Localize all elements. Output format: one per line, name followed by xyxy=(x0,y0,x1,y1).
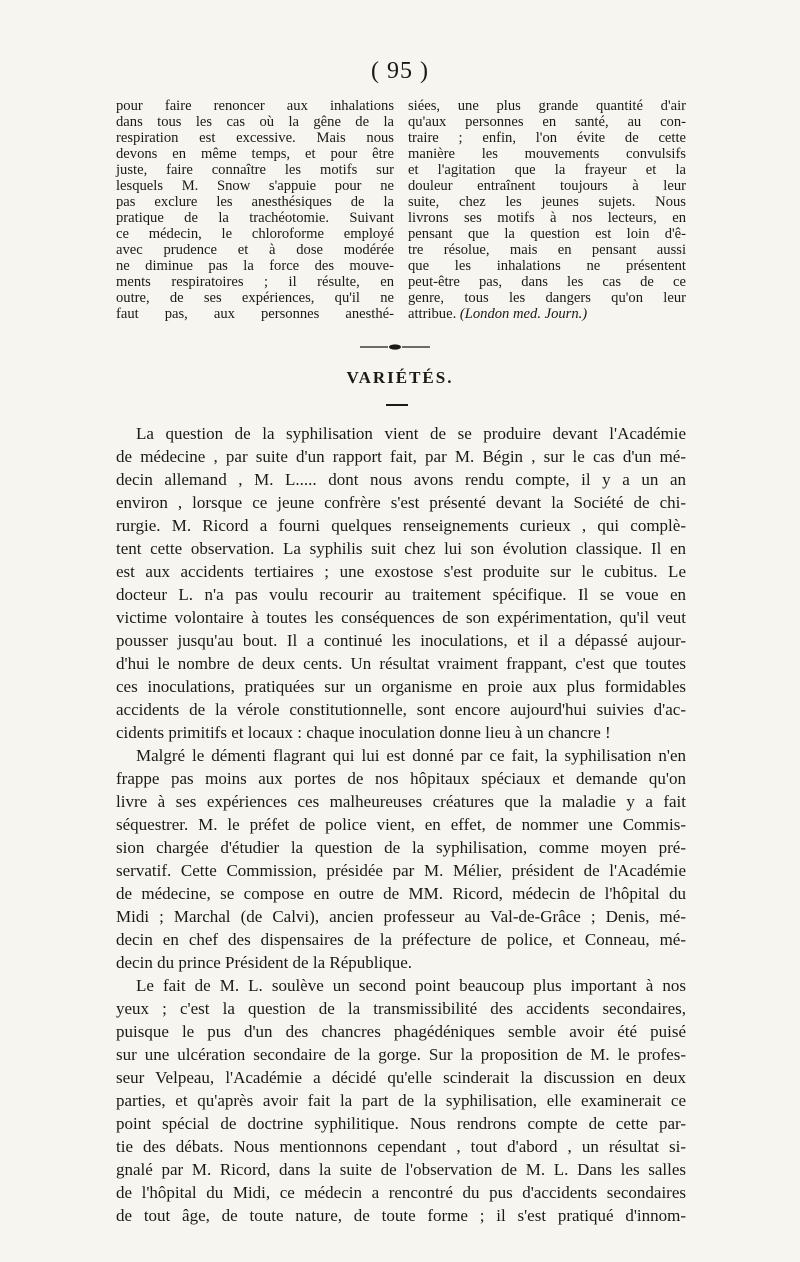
text-line: accidents de la vérole constitutionnelle, sont encore aujourd'hui suivies d'ac- xyxy=(116,700,686,719)
text-line: decin en chef des dispensaires de la préfecture de police, et Conneau, mé- xyxy=(116,930,686,949)
text-line: yeux ; c'est la question de la transmissibilité des accidents secondaires, xyxy=(116,999,686,1018)
text-line: ne diminue pas la force des mouve- xyxy=(116,258,394,274)
paragraph xyxy=(116,422,686,744)
text-line: rurgie. M. Ricord a fourni quelques renseignements curieux , qui complè- xyxy=(116,516,686,535)
text-line: de médecine, se compose en outre de MM. Ricord, médecin de l'hôpital du xyxy=(116,884,686,903)
page-number: ( 95 ) xyxy=(371,58,429,84)
text-line: Midi ; Marchal (de Calvi), ancien professeur au Val-de-Grâce ; Denis, mé- xyxy=(116,907,686,926)
text-line: parties, et qu'après avoir fait la part de la syphilisation, elle examinerait ce xyxy=(116,1091,686,1110)
text-line: cidents primitifs et locaux : chaque inoculation donne lieu à un chancre ! xyxy=(116,723,611,742)
text-line: tre résolue, mais en pensant aussi xyxy=(408,242,686,258)
text-line: servatif. Cette Commission, présidée par M. Mélier, président de l'Académie xyxy=(116,861,686,880)
text-line: avec prudence et à dose modérée xyxy=(116,242,394,258)
text-line: ce médecin, le chloroforme employé xyxy=(116,226,394,242)
text-line: point spécial de doctrine syphilitique. Nous rendrons compte de cette par- xyxy=(116,1114,686,1133)
text-line: decin du prince Président de la République. xyxy=(116,953,412,972)
text-line: sion chargée d'étudier la question de la syphilisation, comme moyen pré- xyxy=(116,838,686,857)
text-line: et l'agitation que la frayeur et la xyxy=(408,162,686,178)
text-line: pensant que la question est loin d'ê- xyxy=(408,226,686,242)
ornament-divider xyxy=(360,344,430,350)
text-line: decin allemand , M. L..... dont nous avons rendu compte, il y a un an xyxy=(116,470,686,489)
main-article xyxy=(116,422,686,1227)
text-line: juste, faire connaître les motifs sur xyxy=(116,162,394,178)
text-line: traire ; enfin, l'on évite de cette xyxy=(408,130,686,146)
text-line: tent cette observation. La syphilis suit chez lui son évolution classique. Il en xyxy=(116,539,686,558)
text-line: de médecine , par suite d'un rapport fait, par M. Bégin , sur le cas d'un mé- xyxy=(116,447,686,466)
text-line: qu'aux personnes en santé, au con- xyxy=(408,114,686,130)
text-line: outre, de ses expériences, qu'il ne xyxy=(116,290,394,306)
text-line: pousser jusqu'au bout. Il a continué les inoculations, et il a dépassé aujour- xyxy=(116,631,686,650)
paragraph xyxy=(116,744,686,974)
two-column-text xyxy=(116,98,686,322)
paragraph xyxy=(116,974,686,1227)
text-line: ments respiratoires ; il résulte, en xyxy=(116,274,394,290)
text-line: faut pas, aux personnes anesthé- xyxy=(116,306,394,322)
text-line: frappe pas moins aux portes de nos hôpitaux spéciaux et demande qu'on xyxy=(116,769,686,788)
text-line: victime volontaire à toutes les conséquences de son expérimentation, qu'il veut xyxy=(116,608,686,627)
text-line: siées, une plus grande quantité d'air xyxy=(408,98,686,114)
attribution-text: attribue. xyxy=(408,306,457,322)
source-citation: (London med. Journ.) xyxy=(459,306,588,322)
text-line: respiration est excessive. Mais nous xyxy=(116,130,394,146)
text-line: tie des débats. Nous mentionnons cependant , tout d'abord , un résultat si- xyxy=(116,1137,686,1156)
text-line: que les inhalations ne présentent xyxy=(408,258,686,274)
text-line: suite, chez les jeunes sujets. Nous xyxy=(408,194,686,210)
text-line: livrons ses motifs à nos lecteurs, en xyxy=(408,210,686,226)
text-line: manière les mouvements convulsifs xyxy=(408,146,686,162)
text-line: environ , lorsque ce jeune confrère s'est présenté devant la Société de chi- xyxy=(116,493,686,512)
left-column xyxy=(116,98,394,322)
text-line: livre à ses expériences ces malheureuses créatures que la maladie y a fait xyxy=(116,792,686,811)
text-line: pour faire renoncer aux inhalations xyxy=(116,98,394,114)
left-column-paragraph xyxy=(116,98,394,322)
text-line: Le fait de M. L. soulève un second point beaucoup plus important à nos xyxy=(136,976,686,995)
text-line: puisque le pus d'un des chancres phagédéniques semble avoir été puisé xyxy=(116,1022,686,1041)
text-line-last xyxy=(408,306,686,322)
title-rule xyxy=(386,404,408,406)
text-line: devons en même temps, et pour être xyxy=(116,146,394,162)
text-line: dans tous les cas où la gêne de la xyxy=(116,114,394,130)
text-line: sur une ulcération secondaire de la gorge. Sur la proposition de M. le profes- xyxy=(116,1045,686,1064)
text-line: est aux accidents tertiaires ; une exostose s'est produite sur le cubitus. Le xyxy=(116,562,686,581)
text-line: pratique de la trachéotomie. Suivant xyxy=(116,210,394,226)
text-line: de l'hôpital du Midi, ce médecin a rencontré du pus d'accidents secondaires xyxy=(116,1183,686,1202)
text-line: lesquels M. Snow s'appuie pour ne xyxy=(116,178,394,194)
text-line: peut-être pas, dans les cas de ce xyxy=(408,274,686,290)
text-line: seur Velpeau, l'Académie a décidé qu'elle scinderait la discussion en deux xyxy=(116,1068,686,1087)
text-line: d'hui le nombre de deux cents. Un résultat vraiment frappant, c'est que toutes xyxy=(116,654,686,673)
text-line: Malgré le démenti flagrant qui lui est donné par ce fait, la syphilisation n'en xyxy=(136,746,686,765)
text-line: genre, tous les dangers qu'on leur xyxy=(408,290,686,306)
right-column xyxy=(408,98,686,322)
text-line: de tout âge, de toute nature, de toute forme ; il s'est pratiqué d'innom- xyxy=(116,1206,686,1225)
text-line: ces inoculations, pratiquées sur un organisme en proie aux plus formidables xyxy=(116,677,686,696)
text-line: La question de la syphilisation vient de se produire devant l'Académie xyxy=(136,424,686,443)
right-column-paragraph xyxy=(408,98,686,322)
section-title: VARIÉTÉS. xyxy=(346,368,454,387)
text-line: docteur L. n'a pas voulu recourir au traitement spécifique. Il se voue en xyxy=(116,585,686,604)
text-line: gnalé par M. Ricord, dans la suite de l'observation de M. L. Dans les salles xyxy=(116,1160,686,1179)
text-line: séquestrer. M. le préfet de police vient, en effet, de nommer une Commis- xyxy=(116,815,686,834)
text-line: douleur entraînent toujours à leur xyxy=(408,178,686,194)
text-line: pas exclure les anesthésiques de la xyxy=(116,194,394,210)
